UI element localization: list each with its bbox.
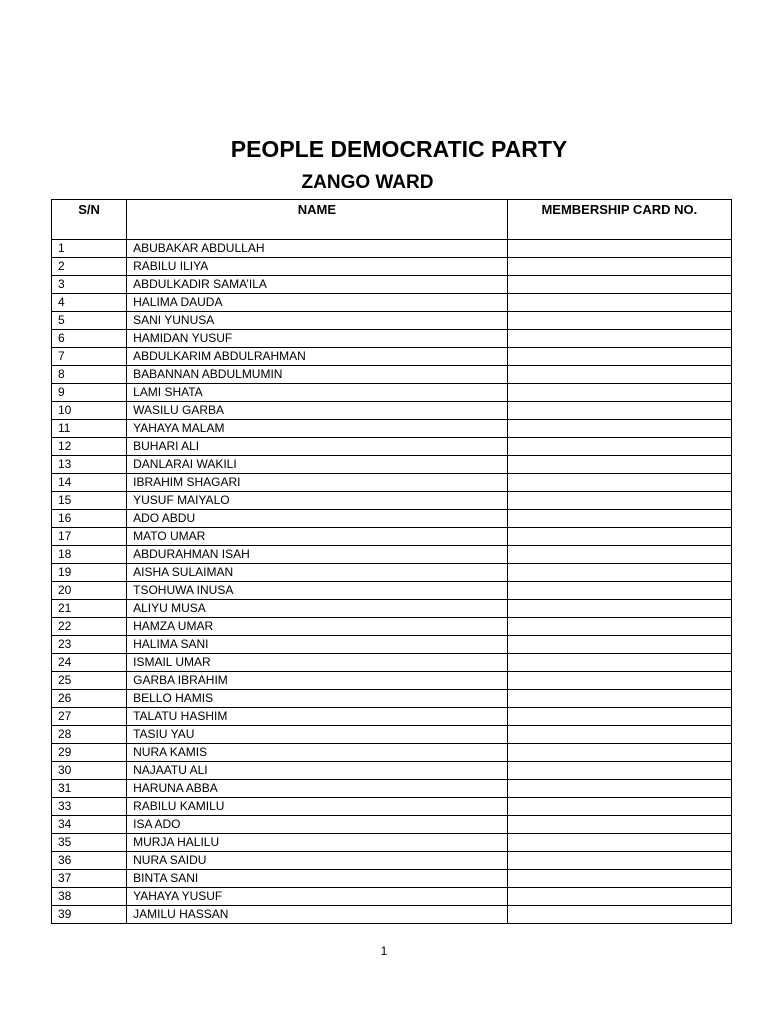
cell-sn: 39	[52, 906, 127, 924]
cell-membership-card	[507, 582, 731, 600]
table-row	[52, 582, 732, 600]
cell-name: YUSUF MAIYALO	[127, 492, 508, 510]
cell-name: HAMZA UMAR	[127, 618, 508, 636]
cell-sn: 1	[52, 240, 127, 258]
cell-sn: 14	[52, 474, 127, 492]
cell-name: RABILU ILIYA	[127, 258, 508, 276]
cell-name: ADO ABDU	[127, 510, 508, 528]
cell-membership-card	[507, 366, 731, 384]
cell-membership-card	[507, 330, 731, 348]
table-row	[52, 834, 732, 852]
table-row	[52, 330, 732, 348]
table-row	[52, 456, 732, 474]
cell-sn: 38	[52, 888, 127, 906]
cell-membership-card	[507, 870, 731, 888]
cell-sn: 33	[52, 798, 127, 816]
table-row	[52, 888, 732, 906]
cell-sn: 2	[52, 258, 127, 276]
cell-name: NURA KAMIS	[127, 744, 508, 762]
cell-sn: 28	[52, 726, 127, 744]
header-sn: S/N	[52, 200, 127, 240]
cell-membership-card	[507, 600, 731, 618]
cell-sn: 3	[52, 276, 127, 294]
cell-sn: 16	[52, 510, 127, 528]
table-row	[52, 708, 732, 726]
table-row	[52, 312, 732, 330]
table-row	[52, 276, 732, 294]
cell-name: ALIYU MUSA	[127, 600, 508, 618]
cell-name: MATO UMAR	[127, 528, 508, 546]
cell-name: BABANNAN ABDULMUMIN	[127, 366, 508, 384]
cell-membership-card	[507, 852, 731, 870]
cell-sn: 6	[52, 330, 127, 348]
cell-name: ABDULKARIM ABDULRAHMAN	[127, 348, 508, 366]
cell-membership-card	[507, 348, 731, 366]
cell-membership-card	[507, 384, 731, 402]
table-row	[52, 528, 732, 546]
table-row	[52, 636, 732, 654]
cell-sn: 12	[52, 438, 127, 456]
cell-sn: 8	[52, 366, 127, 384]
cell-membership-card	[507, 744, 731, 762]
table-row	[52, 492, 732, 510]
cell-sn: 21	[52, 600, 127, 618]
cell-name: BINTA SANI	[127, 870, 508, 888]
cell-name: BUHARI ALI	[127, 438, 508, 456]
cell-membership-card	[507, 762, 731, 780]
cell-membership-card	[507, 240, 731, 258]
cell-sn: 11	[52, 420, 127, 438]
cell-sn: 20	[52, 582, 127, 600]
ward-subtitle: ZANGO WARD	[301, 172, 434, 193]
table-row	[52, 366, 732, 384]
cell-sn: 5	[52, 312, 127, 330]
header-name: NAME	[127, 200, 508, 240]
cell-membership-card	[507, 564, 731, 582]
table-row	[52, 510, 732, 528]
table-row	[52, 402, 732, 420]
cell-sn: 10	[52, 402, 127, 420]
table-row	[52, 600, 732, 618]
cell-name: AISHA SULAIMAN	[127, 564, 508, 582]
table-row	[52, 906, 732, 924]
cell-sn: 18	[52, 546, 127, 564]
cell-membership-card	[507, 510, 731, 528]
table-row	[52, 546, 732, 564]
table-row	[52, 654, 732, 672]
cell-sn: 22	[52, 618, 127, 636]
cell-name: YAHAYA MALAM	[127, 420, 508, 438]
cell-name: JAMILU HASSAN	[127, 906, 508, 924]
cell-sn: 13	[52, 456, 127, 474]
cell-sn: 24	[52, 654, 127, 672]
table-row	[52, 690, 732, 708]
cell-name: DANLARAI WAKILI	[127, 456, 508, 474]
cell-membership-card	[507, 258, 731, 276]
cell-membership-card	[507, 294, 731, 312]
table-row	[52, 474, 732, 492]
document-title: PEOPLE DEMOCRATIC PARTY	[230, 136, 568, 162]
cell-name: ISMAIL UMAR	[127, 654, 508, 672]
cell-membership-card	[507, 672, 731, 690]
cell-name: NURA SAIDU	[127, 852, 508, 870]
cell-name: WASILU GARBA	[127, 402, 508, 420]
cell-name: ABDULKADIR SAMA’ILA	[127, 276, 508, 294]
cell-membership-card	[507, 654, 731, 672]
cell-membership-card	[507, 456, 731, 474]
cell-name: HALIMA DAUDA	[127, 294, 508, 312]
table-row	[52, 564, 732, 582]
table-row	[52, 294, 732, 312]
table-row	[52, 744, 732, 762]
cell-membership-card	[507, 798, 731, 816]
table-row	[52, 240, 732, 258]
table-row	[52, 816, 732, 834]
membership-table	[51, 199, 732, 924]
table-row	[52, 852, 732, 870]
cell-sn: 30	[52, 762, 127, 780]
cell-sn: 35	[52, 834, 127, 852]
cell-membership-card	[507, 726, 731, 744]
cell-sn: 9	[52, 384, 127, 402]
cell-name: YAHAYA YUSUF	[127, 888, 508, 906]
cell-name: RABILU KAMILU	[127, 798, 508, 816]
cell-membership-card	[507, 834, 731, 852]
cell-membership-card	[507, 618, 731, 636]
cell-sn: 23	[52, 636, 127, 654]
cell-name: SANI YUNUSA	[127, 312, 508, 330]
cell-membership-card	[507, 492, 731, 510]
cell-membership-card	[507, 528, 731, 546]
cell-membership-card	[507, 438, 731, 456]
cell-name: GARBA IBRAHIM	[127, 672, 508, 690]
cell-membership-card	[507, 312, 731, 330]
cell-name: ABDURAHMAN ISAH	[127, 546, 508, 564]
cell-name: NAJAATU ALI	[127, 762, 508, 780]
header-membership-card: MEMBERSHIP CARD NO.	[507, 200, 731, 240]
cell-membership-card	[507, 402, 731, 420]
cell-membership-card	[507, 816, 731, 834]
table-header-row	[52, 200, 732, 240]
table-body	[52, 240, 732, 924]
cell-membership-card	[507, 780, 731, 798]
cell-name: HAMIDAN YUSUF	[127, 330, 508, 348]
table-row	[52, 618, 732, 636]
cell-sn: 36	[52, 852, 127, 870]
cell-name: TSOHUWA INUSA	[127, 582, 508, 600]
cell-membership-card	[507, 690, 731, 708]
cell-sn: 26	[52, 690, 127, 708]
cell-sn: 4	[52, 294, 127, 312]
table-row	[52, 672, 732, 690]
cell-membership-card	[507, 474, 731, 492]
cell-name: TASIU YAU	[127, 726, 508, 744]
cell-sn: 19	[52, 564, 127, 582]
cell-membership-card	[507, 420, 731, 438]
table-row	[52, 258, 732, 276]
cell-membership-card	[507, 546, 731, 564]
table-row	[52, 384, 732, 402]
cell-name: ABUBAKAR ABDULLAH	[127, 240, 508, 258]
cell-name: BELLO HAMIS	[127, 690, 508, 708]
cell-name: MURJA HALILU	[127, 834, 508, 852]
page-number: 1	[380, 944, 388, 958]
cell-name: HARUNA ABBA	[127, 780, 508, 798]
cell-sn: 31	[52, 780, 127, 798]
cell-name: IBRAHIM SHAGARI	[127, 474, 508, 492]
cell-membership-card	[507, 636, 731, 654]
table-row	[52, 870, 732, 888]
table-row	[52, 348, 732, 366]
cell-sn: 27	[52, 708, 127, 726]
cell-membership-card	[507, 888, 731, 906]
cell-name: LAMI SHATA	[127, 384, 508, 402]
cell-sn: 17	[52, 528, 127, 546]
table-row	[52, 762, 732, 780]
cell-membership-card	[507, 906, 731, 924]
cell-name: ISA ADO	[127, 816, 508, 834]
cell-sn: 15	[52, 492, 127, 510]
cell-name: TALATU HASHIM	[127, 708, 508, 726]
table-row	[52, 420, 732, 438]
table-row	[52, 798, 732, 816]
cell-membership-card	[507, 276, 731, 294]
cell-sn: 37	[52, 870, 127, 888]
table-row	[52, 780, 732, 798]
cell-sn: 29	[52, 744, 127, 762]
table-row	[52, 438, 732, 456]
cell-sn: 34	[52, 816, 127, 834]
cell-name: HALIMA SANI	[127, 636, 508, 654]
table-row	[52, 726, 732, 744]
cell-membership-card	[507, 708, 731, 726]
cell-sn: 7	[52, 348, 127, 366]
cell-sn: 25	[52, 672, 127, 690]
